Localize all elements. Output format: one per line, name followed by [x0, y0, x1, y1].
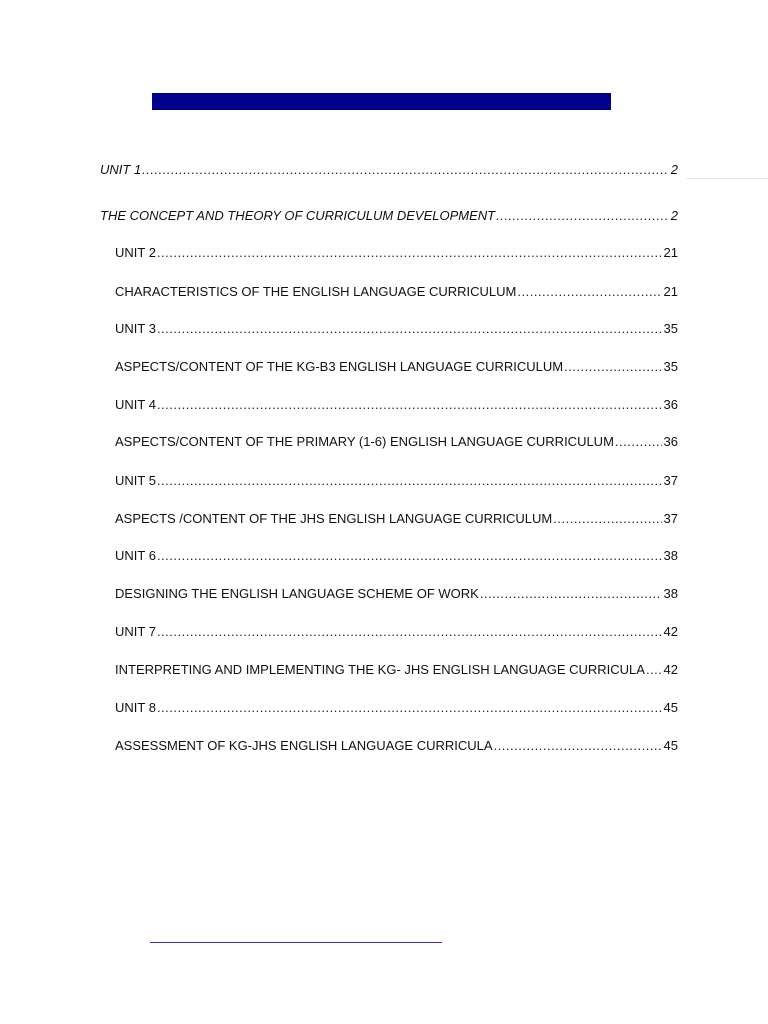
toc-leader-dots	[157, 321, 662, 337]
toc-page-number: 2	[670, 162, 678, 177]
toc-entry-title: INTERPRETING AND IMPLEMENTING THE KG- JHS ENGLISH LANGUAGE CURRICULA	[115, 662, 645, 677]
toc-entry-title: UNIT 3	[115, 321, 156, 336]
toc-entry-title: DESIGNING THE ENGLISH LANGUAGE SCHEME OF WORK	[115, 586, 479, 601]
toc-page-number: 45	[663, 738, 678, 753]
toc-leader-dots	[553, 511, 661, 527]
toc-leader-dots	[157, 548, 662, 564]
toc-entry[interactable]	[115, 624, 678, 640]
toc-entry[interactable]	[115, 245, 678, 261]
toc-entry-title: UNIT 6	[115, 548, 156, 563]
toc-leader-dots	[157, 397, 662, 413]
toc-page-number: 45	[663, 700, 678, 715]
toc-entry[interactable]	[115, 473, 678, 489]
toc-leader-dots	[615, 434, 662, 450]
toc-entry-title: UNIT 7	[115, 624, 156, 639]
toc-entry[interactable]	[115, 548, 678, 564]
toc-entry-title: ASSESSMENT OF KG-JHS ENGLISH LANGUAGE CURRICULA	[115, 738, 493, 753]
footnote-separator	[150, 942, 442, 943]
toc-entry[interactable]	[115, 397, 678, 413]
toc-entry[interactable]	[115, 284, 678, 300]
toc-leader-dots	[494, 738, 662, 754]
toc-page-number: 21	[663, 284, 678, 299]
toc-entry[interactable]	[100, 208, 678, 224]
toc-leader-dots	[496, 208, 669, 224]
toc-entry[interactable]	[115, 321, 678, 337]
toc-page-number: 35	[663, 359, 678, 374]
toc-entry[interactable]	[115, 738, 678, 754]
toc-entry-title: UNIT 2	[115, 245, 156, 260]
title-bar	[152, 93, 611, 110]
toc-leader-dots	[157, 700, 662, 716]
toc-page-number: 35	[663, 321, 678, 336]
toc-page-number: 37	[663, 511, 678, 526]
toc-page-number: 2	[670, 208, 678, 223]
toc-entry-title: ASPECTS/CONTENT OF THE KG-B3 ENGLISH LANGUAGE CURRICULUM	[115, 359, 564, 374]
toc-leader-dots	[157, 245, 662, 261]
toc-page-number: 21	[663, 245, 678, 260]
toc-leader-dots	[157, 624, 662, 640]
toc-page-number: 36	[663, 434, 678, 449]
toc-page-number: 42	[663, 624, 678, 639]
toc-leader-dots	[517, 284, 661, 300]
toc-entry-title: THE CONCEPT AND THEORY OF CURRICULUM DEVELOPMENT	[100, 208, 496, 223]
toc-entry[interactable]	[115, 700, 678, 716]
toc-entry-title: ASPECTS /CONTENT OF THE JHS ENGLISH LANGUAGE CURRICULUM	[115, 511, 553, 526]
toc-page-number: 38	[663, 548, 678, 563]
toc-leader-dots	[157, 473, 662, 489]
toc-entry-title: ASPECTS/CONTENT OF THE PRIMARY (1-6) ENGLISH LANGUAGE CURRICULUM	[115, 434, 614, 449]
toc-entry[interactable]	[115, 434, 678, 450]
toc-leader-dots	[646, 662, 662, 678]
toc-entry-title: UNIT 8	[115, 700, 156, 715]
toc-entry[interactable]	[115, 359, 678, 375]
toc-page-number: 38	[663, 586, 678, 601]
toc-entry[interactable]	[115, 662, 678, 678]
toc-entry-title: UNIT 5	[115, 473, 156, 488]
toc-entry-title: UNIT 1	[100, 162, 142, 177]
margin-rule	[686, 178, 768, 179]
toc-leader-dots	[564, 359, 661, 375]
toc-entry[interactable]	[100, 162, 678, 178]
toc-entry[interactable]	[115, 511, 678, 527]
toc-page-number: 42	[663, 662, 678, 677]
toc-entry[interactable]	[115, 586, 678, 602]
toc-leader-dots	[142, 162, 669, 178]
toc-leader-dots	[480, 586, 662, 602]
toc-entry-title: UNIT 4	[115, 397, 156, 412]
toc-page-number: 36	[663, 397, 678, 412]
toc-page-number: 37	[663, 473, 678, 488]
toc-entry-title: CHARACTERISTICS OF THE ENGLISH LANGUAGE CURRICULUM	[115, 284, 517, 299]
